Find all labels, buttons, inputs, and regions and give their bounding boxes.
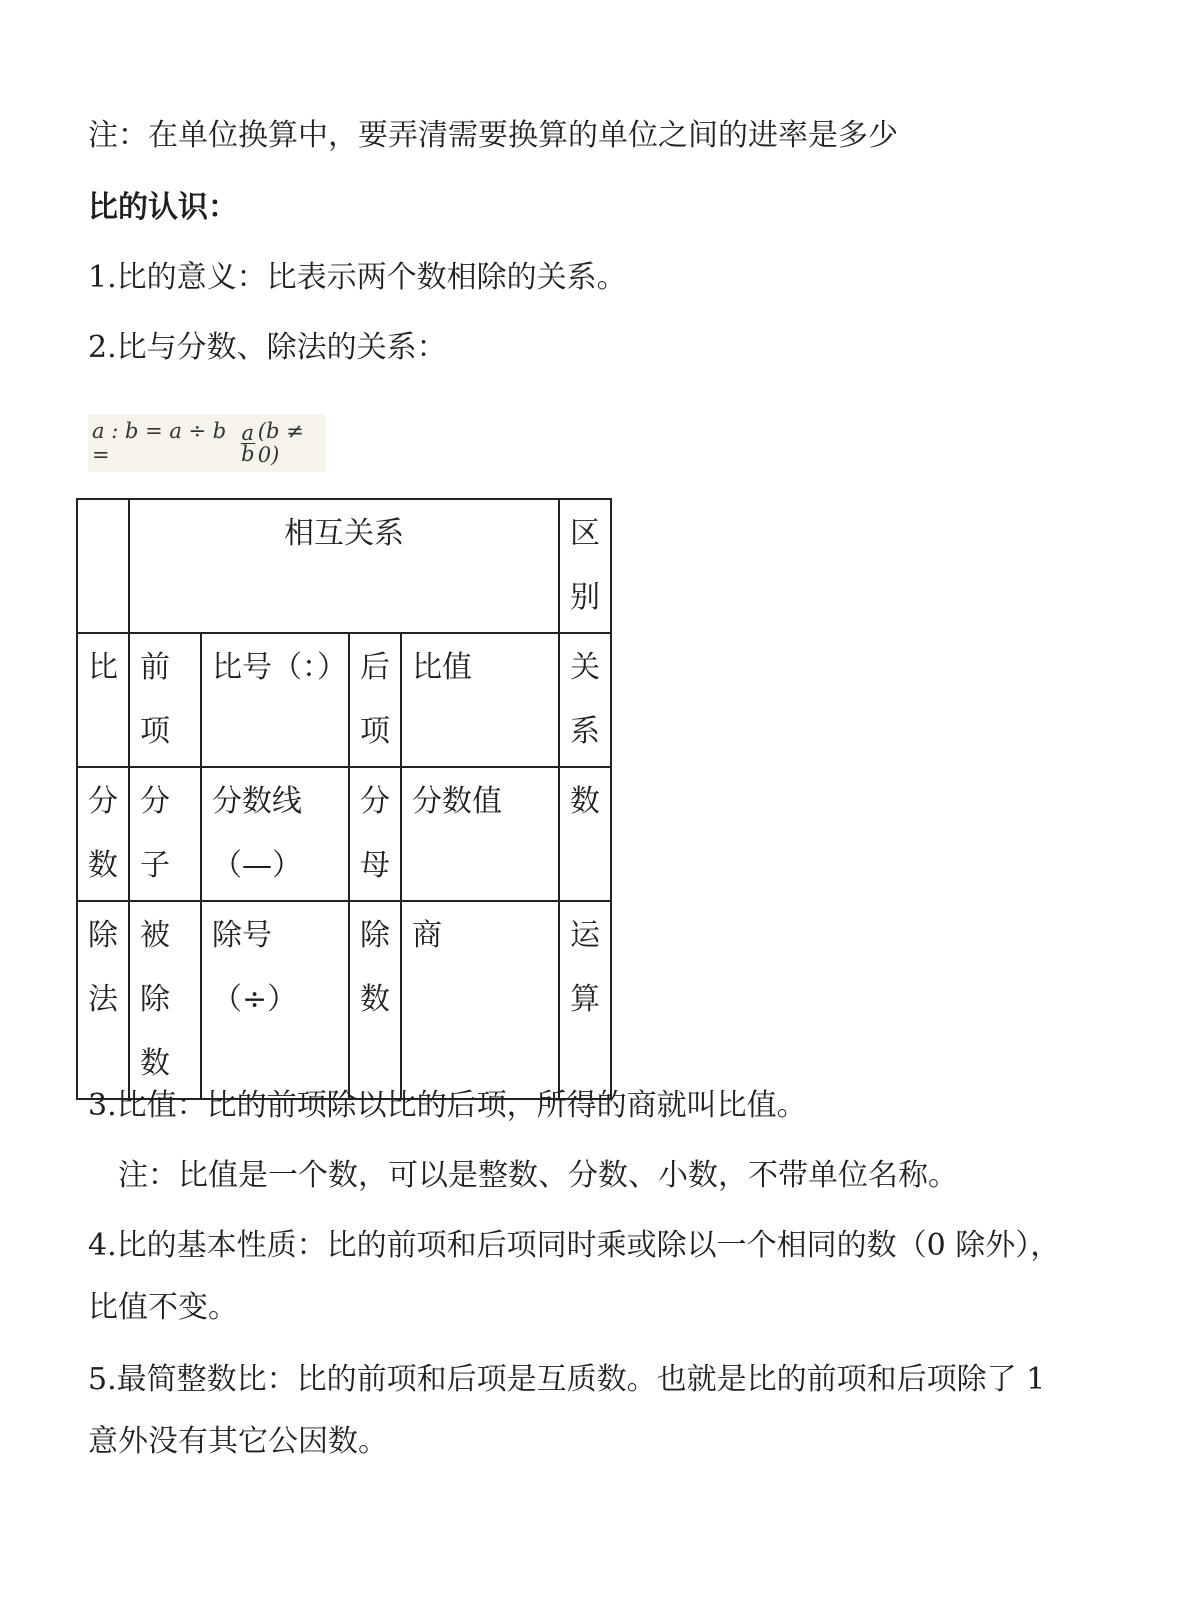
cell-numerator: 分 子 xyxy=(129,767,201,901)
cell-fraction-line: 分数线 （—） xyxy=(201,767,349,901)
ratio-relation-table xyxy=(76,498,612,1100)
cell-ratio-value: 比值 xyxy=(401,633,559,767)
cell-division: 除 法 xyxy=(77,901,129,1099)
item-4-line-1: 4.比的基本性质：比的前项和后项同时乘或除以一个相同的数（0 除外）， xyxy=(88,1228,1061,1263)
item-2: 2.比与分数、除法的关系： xyxy=(88,330,447,365)
cell-ratio-sign: 比号（：） xyxy=(201,633,349,767)
cell-divisor: 除 数 xyxy=(349,901,401,1099)
item-3-note: 注：比值是一个数，可以是整数、分数、小数，不带单位名称。 xyxy=(118,1158,958,1193)
cell-fraction-value: 分数值 xyxy=(401,767,559,901)
cell-antecedent: 前 项 xyxy=(129,633,201,767)
unit-conversion-note: 注：在单位换算中，要弄清需要换算的单位之间的进率是多少 xyxy=(88,118,898,153)
table-corner-cell xyxy=(77,499,129,633)
item-5-line-2: 意外没有其它公因数。 xyxy=(88,1424,388,1459)
formula-denominator: b xyxy=(241,441,255,466)
cell-ratio: 比 xyxy=(77,633,129,767)
cell-operation: 运 算 xyxy=(559,901,611,1099)
table-row xyxy=(77,901,611,1099)
cell-fraction: 分 数 xyxy=(77,767,129,901)
formula-numerator: a xyxy=(241,420,255,445)
table-row xyxy=(77,633,611,767)
item-1: 1.比的意义：比表示两个数相除的关系。 xyxy=(88,260,627,295)
cell-relation: 关 系 xyxy=(559,633,611,767)
cell-denominator: 分 母 xyxy=(349,767,401,901)
header-mutual-relation: 相互关系 xyxy=(129,499,559,633)
header-difference: 区 别 xyxy=(559,499,611,633)
formula-condition: (b ≠ 0) xyxy=(257,419,304,467)
item-3: 3.比值：比的前项除以比的后项，所得的商就叫比值。 xyxy=(88,1088,807,1123)
table-row xyxy=(77,499,611,633)
cell-division-sign: 除号（÷） xyxy=(201,901,349,1099)
section-heading: 比的认识： xyxy=(88,190,238,225)
cell-quotient: 商 xyxy=(401,901,559,1099)
cell-number: 数 xyxy=(559,767,611,901)
formula-fraction xyxy=(241,420,255,466)
ratio-formula-image xyxy=(88,414,326,472)
formula-left: a : b = a ÷ b = xyxy=(92,419,227,467)
item-4-line-2: 比值不变。 xyxy=(88,1290,238,1325)
cell-consequent: 后 项 xyxy=(349,633,401,767)
table-row xyxy=(77,767,611,901)
cell-dividend: 被 除 数 xyxy=(129,901,201,1099)
item-5-line-1: 5.最简整数比：比的前项和后项是互质数。也就是比的前项和后项除了 1 xyxy=(88,1362,1046,1397)
